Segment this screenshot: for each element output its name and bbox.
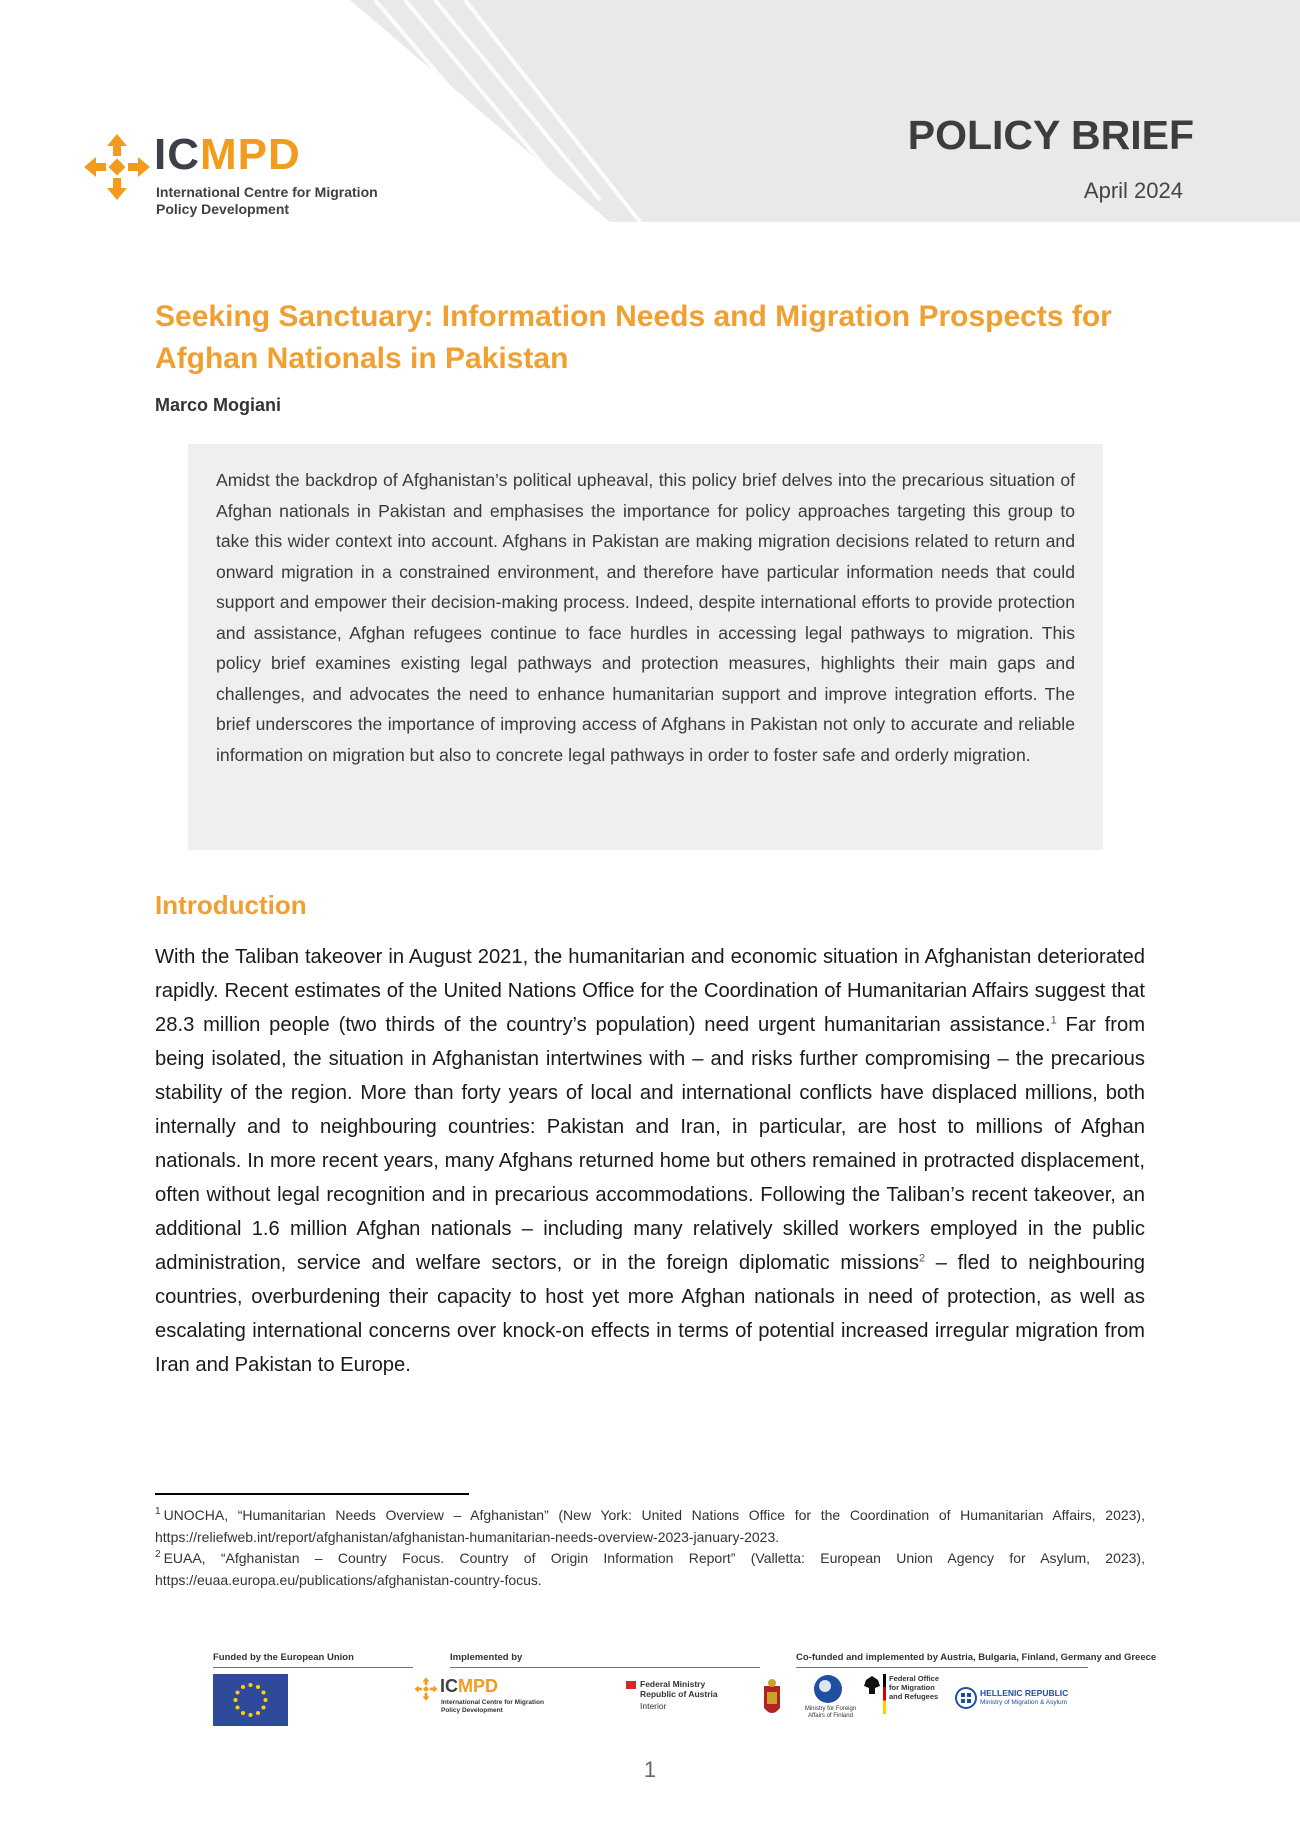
footnote-ref-2[interactable]: 2 xyxy=(918,1252,926,1265)
icmpd-arrows-icon xyxy=(80,130,154,204)
funder-rule xyxy=(213,1667,413,1668)
footnote-1 xyxy=(155,1505,1145,1548)
footnote-number: 1 xyxy=(155,1506,161,1518)
eu-flag-icon xyxy=(213,1674,288,1726)
intro-text-part1: With the Taliban takeover in August 2021, the humanitarian and economic situation in Afghanistan deteriorated rapidly. Recent estimates of the United Nations Office for the Coordination of Humanitarian Affairs suggest that 28.3 million people (two thirds of the country’s population) need urgent humanitarian assistance. xyxy=(155,946,1145,1036)
icmpd-small-arrows-icon xyxy=(413,1676,439,1702)
german-eagle-icon xyxy=(863,1674,881,1696)
finland-emblem-icon xyxy=(813,1674,843,1704)
footnotes xyxy=(155,1505,1145,1591)
intro-text-part2: Far from being isolated, the situation in Afghanistan intertwines with – and risks further compromising – the precarious stability of the region. More than forty years of local and international conflicts have displaced millions, both internally and to neighbouring countries: Pakistan and Iran, in particular, are host to millions of Afghan nationals. In more recent years, many Afghans returned home but others remained in protracted displacement, often without legal recognition and in precarious accommodations. Following the Taliban’s recent takeover, an additional 1.6 million Afghan nationals – including many relatively skilled workers employed in the public administration, service and welfare sectors, or in the foreign diplomatic missions xyxy=(155,1014,1146,1274)
abstract-text: Amidst the backdrop of Afghanistan’s political upheaval, this policy brief delves into the precarious situation of Afghan nationals in Pakistan and emphasises the importance for policy approaches targeting this group to take this wider context into account. Afghans in Pakistan are making migration decisions related to return and onward migration in a constrained environment, and therefore have particular information needs that could support and empower their decision-making process. Indeed, despite international efforts to provide protection and assistance, Afghan refugees continue to face hurdles in accessing legal pathways to migration. This policy brief examines existing legal pathways and protection measures, highlights their main gaps and challenges, and advocates the need to enhance humanitarian support and improve integration efforts. The brief underscores the importance of improving access of Afghans in Pakistan not only to accurate and reliable information on migration but also to concrete legal pathways in order to foster safe and orderly migration. xyxy=(216,470,1075,765)
introduction-paragraph xyxy=(155,940,1145,1382)
funder-rule xyxy=(450,1667,760,1668)
section-heading-introduction: Introduction xyxy=(155,890,307,920)
intro-text-part3: – fled to neighbouring countries, overburdening their capacity to host yet more Afghan nationals in need of protection, as well as escalating international concerns over knock-on effects in terms of potential increased irregular migration from Iran and Pakistan to Europe. xyxy=(155,1252,1145,1376)
wordmark-mpd: MPD xyxy=(200,130,301,179)
footnote-separator xyxy=(155,1493,469,1495)
austria-sub: Interior xyxy=(640,1701,667,1711)
footnote-2 xyxy=(155,1548,1145,1591)
greece-sub: Ministry of Migration & Asylum xyxy=(980,1699,1068,1706)
icmpd-small-mpd: MPD xyxy=(458,1676,498,1696)
greek-emblem-icon xyxy=(955,1686,977,1710)
icmpd-subtitle: International Centre for Migration Policy Development xyxy=(156,184,378,217)
bulgaria-crest-icon xyxy=(761,1678,783,1724)
icmpd-logo xyxy=(80,128,380,228)
icmpd-small-subtitle: International Centre for Migration Policy Development xyxy=(441,1699,544,1714)
austria-flag-icon xyxy=(626,1681,636,1689)
icmpd-small-wordmark xyxy=(440,1676,498,1697)
author: Marco Mogiani xyxy=(155,395,282,415)
germany-name: Federal Office for Migration and Refugees xyxy=(889,1674,940,1701)
greece-name: HELLENIC REPUBLIC xyxy=(980,1688,1069,1698)
funder-rule xyxy=(796,1667,1088,1668)
document-type: POLICY BRIEF xyxy=(907,112,1194,158)
footnote-text: UNOCHA, “Humanitarian Needs Overview – Afghanistan” (New York: United Nations Office for the Coordination of Humanitarian Affairs, 2023), https://reliefweb.int/report/afghanistan/afghanistan-humanitarian-needs-overview-2023-january-2023. xyxy=(155,1507,1145,1545)
german-flag-bar xyxy=(883,1674,886,1714)
page-number: 1 xyxy=(643,1757,657,1782)
funders-strip xyxy=(213,1652,1157,1728)
abstract-box xyxy=(188,444,1103,850)
icmpd-small-logo xyxy=(413,1676,553,1726)
cofunded-label: Co-funded and implemented by Austria, Bulgaria, Finland, Germany and Greece xyxy=(796,1652,1157,1663)
wordmark-ic: IC xyxy=(154,130,200,179)
implemented-by-label: Implemented by xyxy=(450,1652,523,1663)
icmpd-small-ic: IC xyxy=(440,1676,458,1696)
austria-name: Federal Ministry Republic of Austria xyxy=(640,1679,718,1699)
footnote-ref-1[interactable]: 1 xyxy=(1050,1014,1057,1027)
icmpd-wordmark xyxy=(154,130,301,180)
page-title: Seeking Sanctuary: Information Needs and Migration Prospects for Afghan Nationals in Pakistan xyxy=(155,300,1112,375)
footnote-text: EUAA, “Afghanistan – Country Focus. Country of Origin Information Report” (Valletta: European Union Agency for Asylum, 2023), https://euaa.europa.eu/publications/afghanistan-country-focus. xyxy=(155,1550,1145,1588)
funded-by-label: Funded by the European Union xyxy=(213,1652,354,1663)
footnote-number: 2 xyxy=(155,1549,161,1561)
finland-name: Ministry for Foreign Affairs of Finland xyxy=(804,1706,857,1719)
document-date: April 2024 xyxy=(1083,178,1183,203)
